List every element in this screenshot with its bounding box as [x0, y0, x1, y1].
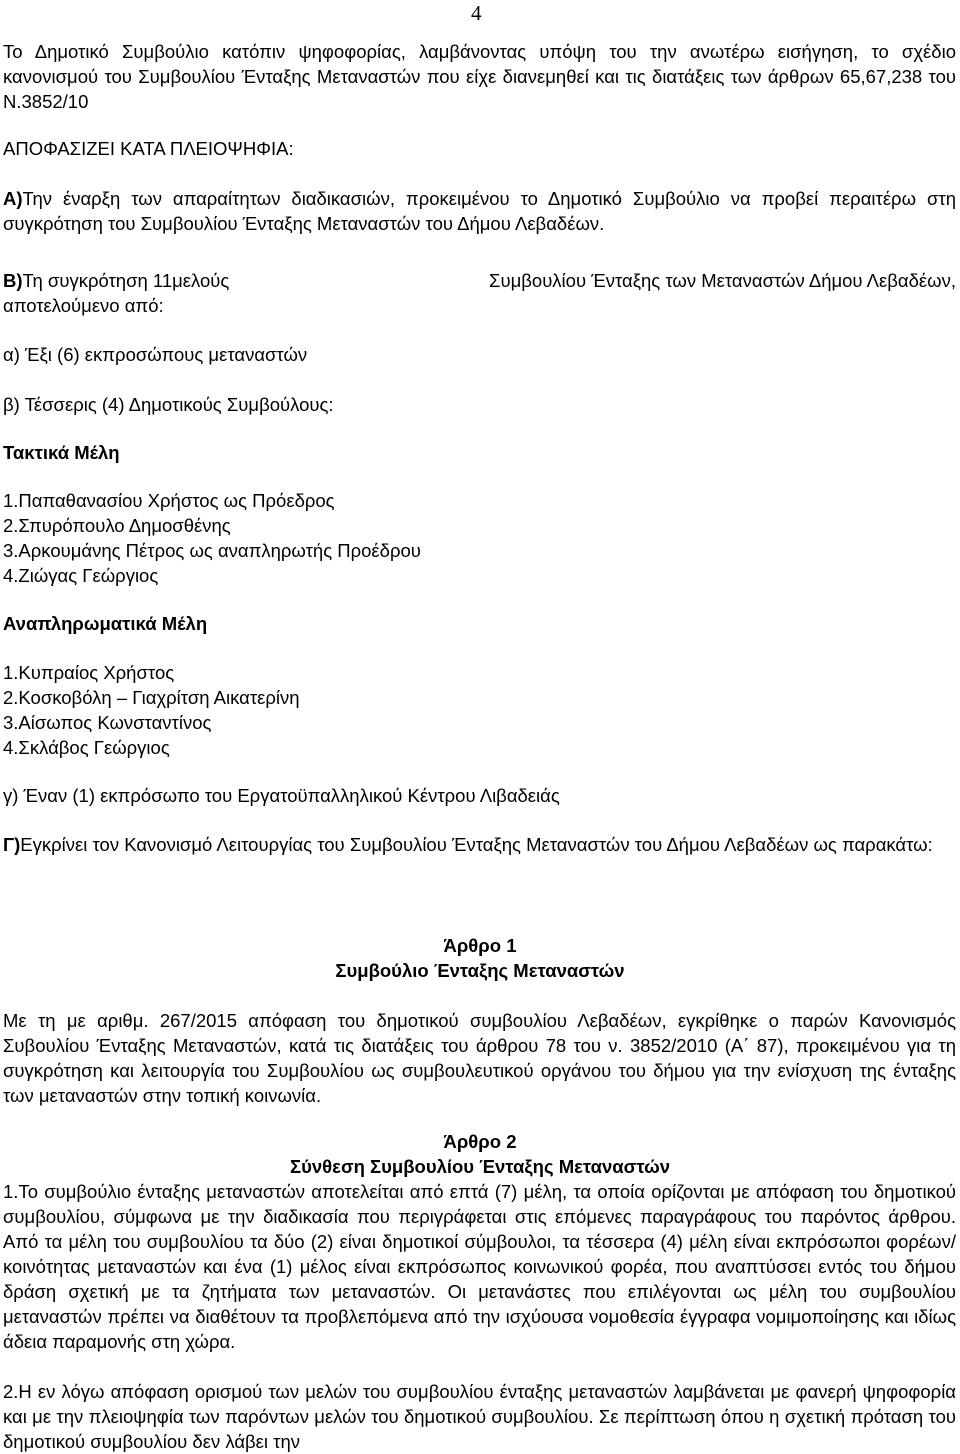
list-item: 4.Σκλάβος Γεώργιος	[3, 737, 170, 758]
point-b-label: Β)	[3, 270, 23, 291]
article-2-paragraph-1: 1.Το συμβούλιο ένταξης μεταναστών αποτελείται από επτά (7) μέλη, τα οποία ορίζονται με απόφαση του δημοτικού συμβουλίου, σύμφωνα με την διαδικασία που περιγράφεται στις επόμενες παραγράφους του παρόντος άρθρου. Από τα μέλη του συμβουλίου τα δύο (2) είναι δημοτικοί σύμβουλοι, τα τέσσερα (4) μέλη είναι εκπρόσωποι φορέων/κοινότητας μεταναστών και ένα (1) μέλος είναι εκπρόσωπος κοινωνικού φορέα, που αναπτύσσει εντός του δήμου δράση σχετική με τα ζητήματα των μεταναστών. Οι μετανάστες που επιλέγονται ως μέλη του συμβουλίου μεταναστών πρέπει να διαθέτουν τα προβλεπόμενα από την ισχύουσα νομοθεσία έγγραφα νομιμοποίησης και ιδίως άδεια παραμονής στη χώρα.	[3, 1181, 956, 1352]
regular-members-list	[3, 488, 956, 588]
point-c-text: Εγκρίνει τον Κανονισμό Λειτουργίας του Συμβουλίου Ένταξης Μεταναστών του Δήμου Λεβαδέων ως παρακάτω:	[20, 834, 933, 855]
item-a: α) Έξι (6) εκπροσώπους μεταναστών	[3, 344, 308, 365]
decision-heading: ΑΠΟΦΑΣΙΖΕΙ ΚΑΤΑ ΠΛΕΙΟΨΗΦΙΑ:	[3, 138, 294, 159]
list-item: 4.Ζιώγας Γεώργιος	[3, 565, 159, 586]
point-b-first-line	[3, 268, 956, 293]
article-2-title: Σύνθεση Συμβουλίου Ένταξης Μεταναστών	[290, 1156, 670, 1177]
point-b-second-line: αποτελούμενο από:	[3, 295, 164, 316]
point-a-text: Την έναρξη των απαραίτητων διαδικασιών, προκειμένου το Δημοτικό Συμβούλιο να προβεί περαιτέρω στη συγκρότηση του Συμβουλίου Ένταξης Μεταναστών του Δήμου Λεβαδέων.	[3, 188, 956, 234]
article-2-number: Άρθρο 2	[443, 1131, 517, 1152]
list-item: 1.Κυπραίος Χρήστος	[3, 662, 175, 683]
article-1-body: Με τη με αριθμ. 267/2015 απόφαση του δημοτικού συμβουλίου Λεβαδέων, εγκρίθηκε ο παρών Κανονισμός Συβουλίου Ένταξης Μεταναστών, κατά τις διατάξεις του άρθρου 78 του ν. 3852/2010 (Α΄ 87), προκειμένου για τη συγκρότηση και λειτουργία του Συμβουλίου ως συμβουλευτικού οργάνου του δήμου για την ενίσχυση της ένταξης των μεταναστών στην τοπική κοινωνία.	[3, 1010, 956, 1106]
item-b: β) Τέσσερις (4) Δημοτικούς Συμβούλους:	[3, 394, 334, 415]
page-number: 4	[471, 1, 482, 25]
item-c: γ) Έναν (1) εκπρόσωπο του Εργατοϋπαλληλικού Κέντρου Λιβαδειάς	[3, 785, 560, 806]
point-c-paragraph	[3, 832, 956, 857]
article-1-number: Άρθρο 1	[443, 935, 517, 956]
regular-members-heading: Τακτικά Μέλη	[3, 442, 120, 463]
list-item: 2.Σπυρόπουλο Δημοσθένης	[3, 515, 231, 536]
article-1-title: Συμβούλιο Ένταξης Μεταναστών	[335, 960, 625, 981]
point-b-lead	[3, 268, 229, 293]
list-item: 1.Παπαθανασίου Χρήστος ως Πρόεδρος	[3, 490, 335, 511]
point-a-label: Α)	[3, 188, 23, 209]
point-b-text-right: Συμβουλίου Ένταξης των Μεταναστών Δήμου Λεβαδέων,	[489, 270, 956, 291]
list-item: 3.Αρκουμάνης Πέτρος ως αναπληρωτής Προέδρου	[3, 540, 421, 561]
alternate-members-heading: Αναπληρωματικά Μέλη	[3, 613, 208, 634]
point-b-text-left: Τη συγκρότηση 11μελούς	[22, 270, 230, 291]
point-a-paragraph	[3, 186, 956, 236]
intro-paragraph: Το Δημοτικό Συμβούλιο κατόπιν ψηφοφορίας, λαμβάνοντας υπόψη του την ανωτέρω εισήγηση, το σχέδιο κανονισμού του Συμβουλίου Ένταξης Μεταναστών που είχε διανεμηθεί και τις διατάξεις των άρθρων 65,67,238 του Ν.3852/10	[3, 41, 956, 112]
list-item: 2.Κοσκοβόλη – Γιαχρίτση Αικατερίνη	[3, 687, 300, 708]
article-2-paragraph-2: 2.Η εν λόγω απόφαση ορισμού των μελών του συμβουλίου ένταξης μεταναστών λαμβάνεται με φανερή ψηφοφορία και με την πλειοψηφία των παρόντων μελών του δημοτικού συμβουλίου. Σε περίπτωση όπου η σχετική πρόταση του δημοτικού συμβουλίου δεν λάβει την	[3, 1381, 956, 1452]
point-b-paragraph	[3, 268, 956, 318]
point-c-label: Γ)	[3, 834, 21, 855]
list-item: 3.Αίσωπος Κωνσταντίνος	[3, 712, 212, 733]
alternate-members-list	[3, 660, 956, 760]
